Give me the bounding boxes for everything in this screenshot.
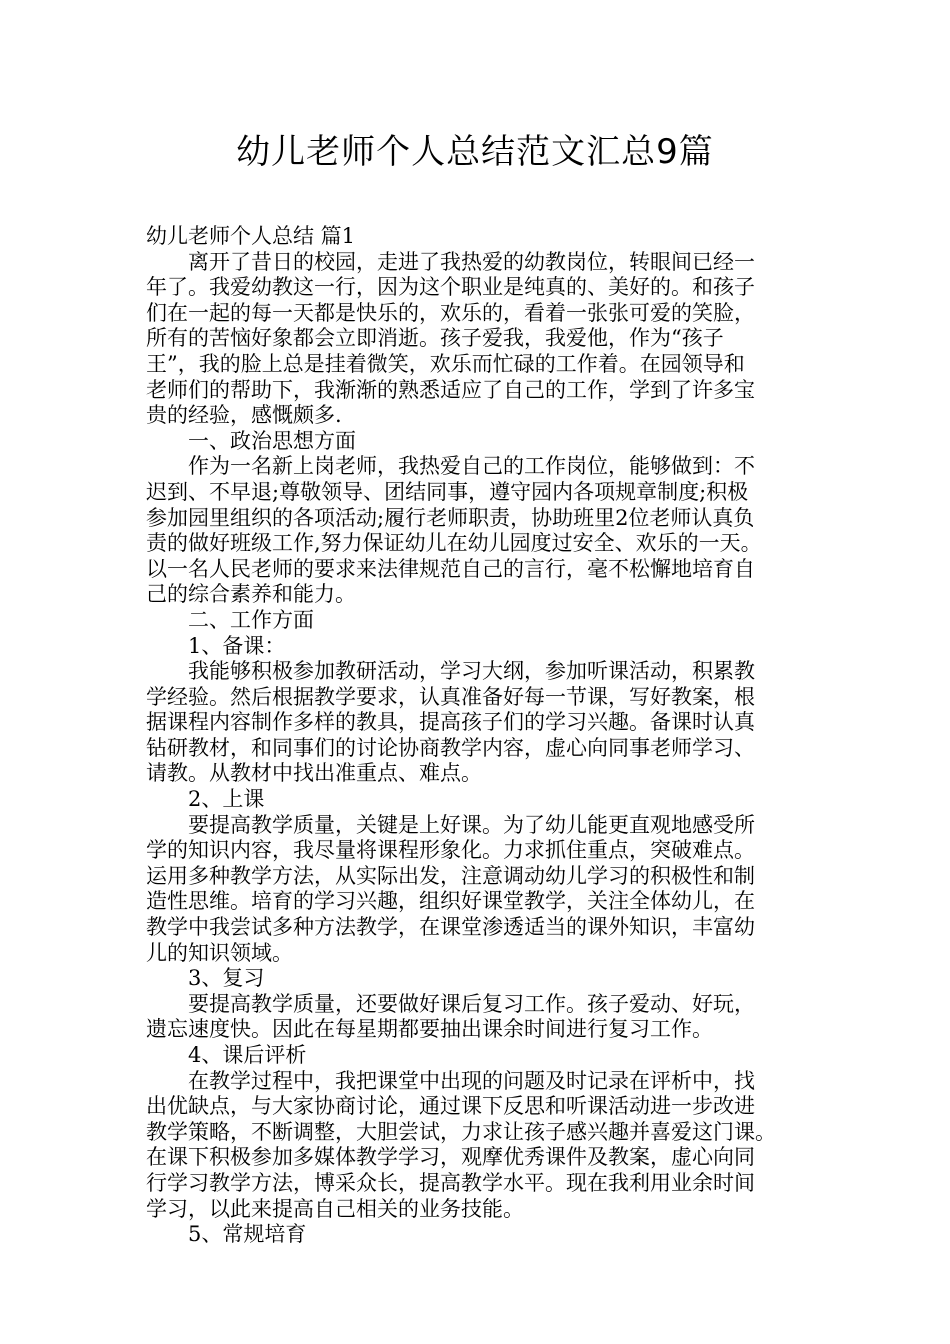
text-line: 在教学过程中，我把课堂中出现的问题及时记录在评析中，找 — [188, 1068, 755, 1093]
text-line: 行学习教学方法，博采众长，提高教学水平。现在我利用业余时间 — [146, 1170, 755, 1195]
text-line: 4、课后评析 — [188, 1043, 307, 1067]
text-line: 王”，我的脸上总是挂着微笑，欢乐而忙碌的工作着。在园领导和 — [146, 351, 745, 376]
text-line: 出优缺点，与大家协商讨论，通过课下反思和听课活动进一步改进 — [146, 1094, 755, 1119]
text-line: 老师们的帮助下，我渐渐的熟悉适应了自己的工作，学到了许多宝 — [146, 377, 755, 402]
text-line: 迟到、不早退;尊敬领导、团结同事，遵守园内各项规章制度;积极 — [146, 479, 749, 504]
text-line: 己的综合素养和能力。 — [146, 582, 356, 607]
text-line: 学经验。然后根据教学要求，认真准备好每一节课，写好教案，根 — [146, 684, 755, 709]
text-line: 要提高教学质量，关键是上好课。为了幼儿能更直观地感受所 — [188, 812, 755, 837]
text-line: 2、上课 — [188, 787, 265, 812]
text-line: 们在一起的每一天都是快乐的，欢乐的，看着一张张可爱的笑脸， — [146, 300, 755, 325]
text-line: 钻研教材，和同事们的讨论协商教学内容，虚心向同事老师学习、 — [146, 735, 755, 760]
text-line: 学的知识内容，我尽量将课程形象化。力求抓住重点，突破难点。 — [146, 838, 755, 863]
text-line: 离开了昔日的校园，走进了我热爱的幼教岗位，转眼间已经一 — [188, 249, 755, 274]
text-line: 以一名人民老师的要求来法律规范自己的言行，毫不松懈地培育自 — [146, 556, 755, 581]
text-line: 一、政治思想方面 — [188, 428, 356, 453]
text-line: 5、常规培育 — [188, 1222, 307, 1247]
text-line: 教学中我尝试多种方法教学，在课堂渗透适当的课外知识，丰富幼 — [146, 915, 755, 940]
text-line: 3、复习 — [188, 966, 265, 991]
document-body — [146, 224, 810, 1248]
text-line: 学习，以此来提高自己相关的业务技能。 — [146, 1196, 524, 1221]
text-line: 运用多种教学方法，从实际出发，注意调动幼儿学习的积极性和制 — [146, 863, 755, 888]
text-line: 二、工作方面 — [188, 607, 314, 632]
text-line: 教学策略，不断调整，大胆尝试，力求让孩子感兴趣并喜爱这门课。 — [146, 1119, 776, 1144]
text-line: 造性思维。培育的学习兴趣，组织好课堂教学，关注全体幼儿，在 — [146, 889, 755, 914]
text-line: 要提高教学质量，还要做好课后复习工作。孩子爱动、好玩， — [188, 991, 755, 1016]
text-line: 幼儿老师个人总结 篇1 — [146, 224, 356, 248]
text-line: 所有的苦恼好象都会立即消逝。孩子爱我，我爱他，作为“孩子 — [146, 326, 724, 351]
text-line: 年了。我爱幼教这一行，因为这个职业是纯真的、美好的。和孩子 — [146, 275, 755, 300]
text-line: 贵的经验，感慨颇多. — [146, 403, 342, 428]
text-line: 遗忘速度快。因此在每星期都要抽出课余时间进行复习工作。 — [146, 1017, 713, 1042]
text-line: 据课程内容制作多样的教具，提高孩子们的学习兴趣。备课时认真 — [146, 710, 755, 735]
text-line: 1、备课： — [188, 633, 286, 658]
text-line: 儿的知识领域。 — [146, 940, 293, 965]
text-line: 责的做好班级工作,努力保证幼儿在幼儿园度过安全、欢乐的一天。 — [146, 531, 762, 556]
document-title: 幼儿老师个人总结范文汇总9篇 — [236, 132, 714, 172]
text-line: 作为一名新上岗老师，我热爱自己的工作岗位，能够做到：不 — [188, 454, 755, 479]
text-line: 请教。从教材中找出准重点、难点。 — [146, 761, 482, 786]
text-line: 在课下积极参加多媒体教学学习，观摩优秀课件及教案，虚心向同 — [146, 1145, 755, 1170]
text-line: 参加园里组织的各项活动;履行老师职责，协助班里2位老师认真负 — [146, 505, 755, 530]
text-line: 我能够积极参加教研活动，学习大纲，参加听课活动，积累教 — [188, 659, 755, 684]
